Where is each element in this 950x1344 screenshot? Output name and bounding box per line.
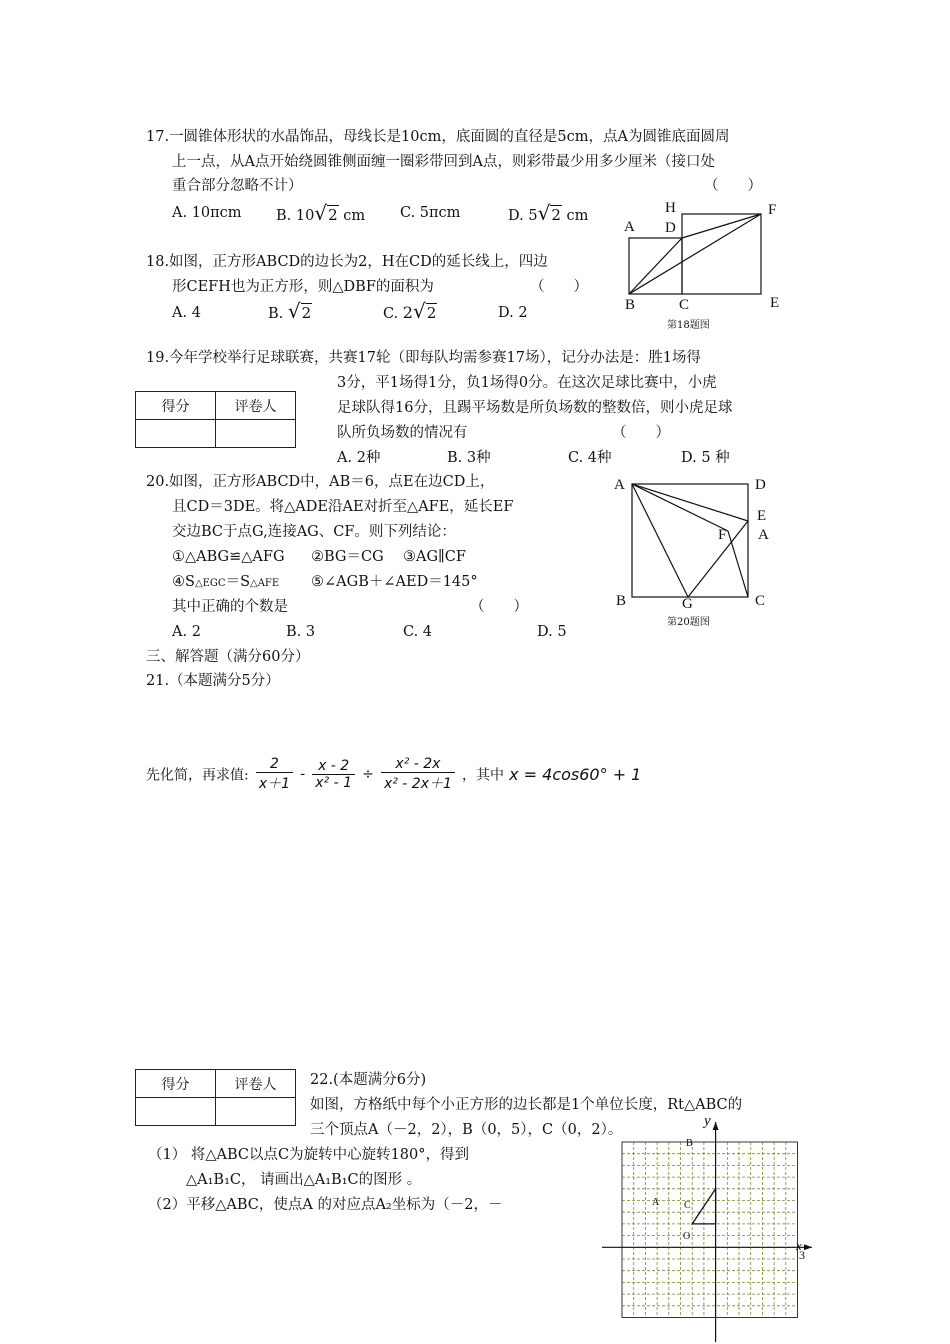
fig18-caption: 第18题图 [667,320,710,331]
fig20-label-g: G [682,596,693,612]
fig20-caption: 第20题图 [667,617,710,628]
figure-20 [620,475,760,605]
sqrt-symbol: √2 [412,299,437,323]
score-cell[interactable] [136,1098,216,1126]
fig20-label-a: A [614,477,625,493]
q19-option-d: D. 5 种 [681,450,730,466]
q20-line1: 20.如图，正方形ABCD中，AB＝6，点E在边CD上， [146,474,495,490]
grid-label-c: C [684,1200,691,1211]
segment-df [682,214,761,238]
q18-line1: 18.如图，正方形ABCD的边长为2，H在CD的延长线上，四边 [146,254,548,270]
q19-option-b: B. 3种 [447,450,491,466]
q17-option-c: C. 5πcm [400,205,461,221]
q19-line4: 队所负场数的情况有 [337,425,468,441]
grid-label-x: x [796,1238,802,1253]
segment-ag [632,484,688,597]
fig18-label-b: B [625,297,636,313]
segment-ae [632,484,748,521]
fig20-label-a2: A [758,527,769,543]
q20-line2: 且CD＝3DE。将△ADE沿AE对折至△AFE，延长EF [172,499,514,515]
q18-option-d: D. 2 [498,305,528,321]
grid-label-three: 3 [799,1248,805,1262]
grid-border [622,1142,798,1318]
q22-part2: （2）平移△ABC，使点A 的对应点A₂坐标为（－2，－ [148,1197,503,1213]
score-label: 得分 [136,392,216,420]
fig20-label-f: F [718,527,727,543]
grader-cell[interactable] [216,420,296,448]
x-axis-arrow-icon [804,1244,812,1250]
coordinate-grid [598,1120,818,1344]
q18-option-a: A. 4 [172,305,201,321]
q20-conclusion-1: ①△ABG≌△AFG [172,549,285,565]
q17-paren: （ ） [704,178,762,194]
q21-title: 21.（本题满分5分） [146,673,280,689]
q17-line2: 上一点，从A点开始绕圆锥侧面缠一圈彩带回到A点，则彩带最少用多少厘米（接口处 [172,154,715,170]
grader-label: 评卷人 [216,392,296,420]
q20-conclusion-2: ②BG＝CG [311,549,384,565]
q20-option-d: D. 5 [537,624,567,640]
fig20-label-c: C [755,593,766,609]
fig18-label-c: C [679,297,690,313]
q17-option-b: B. 10√2 cm [276,201,366,225]
q20-option-a: A. 2 [172,624,201,640]
q21-prompt: 先化简，再求值: [146,767,249,784]
q20-option-c: C. 4 [403,624,433,640]
q18-paren: （ ） [530,279,588,295]
q22-title: 22.(本题满分6分) [310,1072,427,1088]
q20-line3: 交边BC于点G,连接AG、CF。则下列结论： [172,524,456,540]
q21-expression: 先化简，再求值: $\frac{2}{x+1}$ - $\frac{x - 2}{\text{x² - 1}}$ ÷ $\frac{\text{x² - 2x}}{\text{x² - 2x＋1}}$ ，其中 x = 4cos60° + 1 [146,756,642,792]
q20-conclusion-5: ⑤∠AGB＋∠AED＝145° [311,574,478,590]
grader-label: 评卷人 [216,1070,296,1098]
segment-bf [629,214,761,294]
score-cell[interactable] [136,420,216,448]
q19-paren: （ ） [612,425,670,441]
sqrt-symbol: √2 [287,299,312,323]
fig18-label-d: D [665,220,676,236]
q19-option-a: A. 2种 [337,450,381,466]
q20-option-b: B. 3 [286,624,316,640]
q22-line1: 如图，方格纸中每个小正方形的边长都是1个单位长度，Rt△ABC的 [310,1097,743,1113]
grader-cell[interactable] [216,1098,296,1126]
fig20-label-e: E [757,508,767,524]
figure-18 [620,200,790,330]
fig20-label-b: B [616,593,627,609]
q22-part1-a: （1） 将△ABC以点C为旋转中心旋转180°，得到 [148,1147,469,1163]
sqrt-symbol: √2 [537,201,561,225]
q19-line1: 19.今年学校举行足球联赛，共赛17轮（即每队均需参赛17场），记分办法是：胜1场得 [146,350,701,366]
fig20-label-d: D [755,477,766,493]
fraction-1: $\frac{2}{x+1}$ [256,756,293,793]
q19-option-c: C. 4种 [568,450,612,466]
q20-conclusion-3: ③AG∥CF [403,549,466,565]
grid-label-b: B [686,1138,693,1149]
y-axis-arrow-icon [713,1122,719,1130]
q17-option-d: D. 5√2 cm [508,201,589,225]
section-3-heading: 三、解答题（满分60分） [146,649,310,665]
segment-cf [728,531,748,597]
score-label: 得分 [136,1070,216,1098]
grid-label-o: O [683,1231,691,1242]
score-table-2 [135,1069,296,1126]
fig18-label-a: A [624,219,635,235]
sqrt-symbol: √2 [314,201,338,225]
q18-option-b: B. √2 [268,299,312,323]
q17-option-a: A. 10πcm [172,205,242,221]
segment-af [632,484,728,531]
fig18-label-f: F [768,202,777,218]
q19-line2: 3分，平1场得1分，负1场得0分。在这次足球比赛中，小虎 [337,375,717,391]
q20-paren: （ ） [470,599,528,615]
fig18-label-e: E [770,295,780,311]
q22-part1-b: △A₁B₁C， 请画出△A₁B₁C的图形 。 [186,1172,422,1188]
grid-label-y: y [704,1113,711,1129]
q20-question: 其中正确的个数是 [172,599,288,615]
q21-value: x = 4cos60° + 1 [509,765,642,784]
fraction-2: $\frac{x - 2}{\text{x² - 1}}$ [312,758,355,791]
fraction-3: $\frac{\text{x² - 2x}}{\text{x² - 2x＋1}}$ [381,756,455,793]
q20-conclusion-4: ④S△EGC＝S△AFE [172,574,280,590]
q18-line2: 形CEFH也为正方形，则△DBF的面积为 [172,279,434,295]
q17-line3: 重合部分忽略不计） [172,178,303,194]
grid-label-a: A [652,1197,660,1208]
fig18-label-h: H [665,200,676,216]
q22-line2: 三个顶点A（－2，2），B（0，5），C（0，2）。 [310,1122,623,1138]
q18-option-c: C. 2√2 [383,299,437,323]
q19-line3: 足球队得16分，且踢平场数是所负场数的整数倍，则小虎足球 [337,400,733,416]
score-table-1 [135,391,296,448]
q17-line1: 17.一圆锥体形状的水晶饰品，母线长是10cm，底面圆的直径是5cm，点A为圆锥底面圆周 [146,129,730,145]
